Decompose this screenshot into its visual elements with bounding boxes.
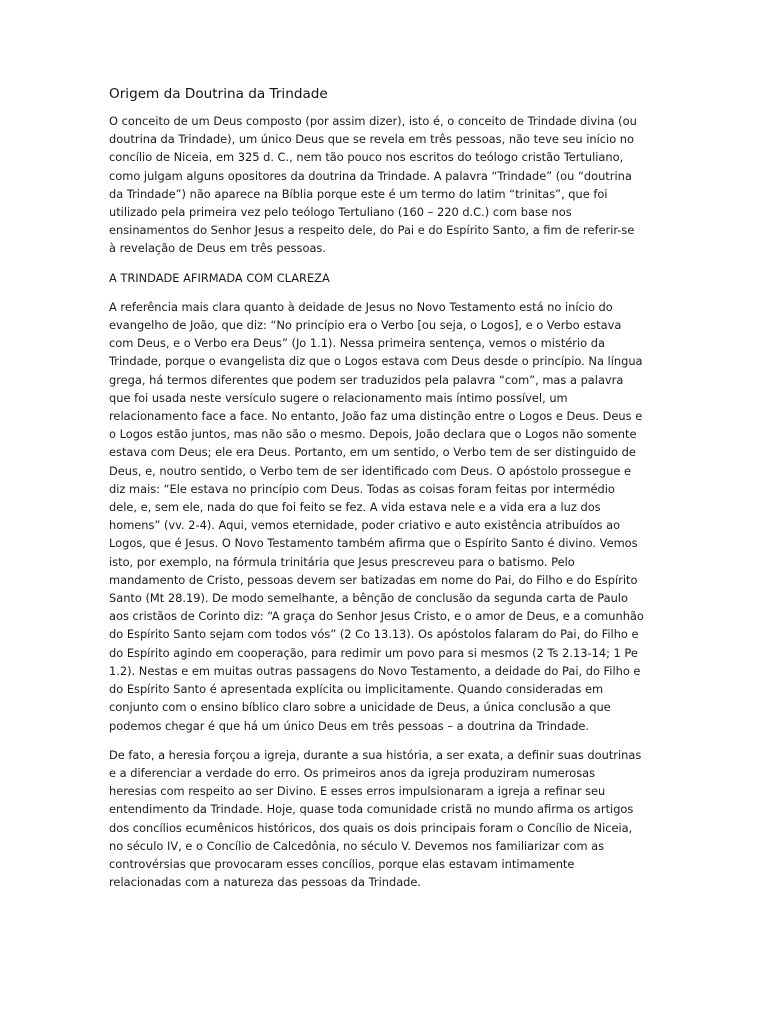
document-title: Origem da Doutrina da Trindade (109, 86, 328, 102)
paragraph-line: à revelação de Deus em três pessoas. (109, 241, 326, 256)
paragraph-line: Logos, que é Jesus. O Novo Testamento também afirma que o Espírito Santo é divino. Vemos (109, 536, 638, 551)
paragraph-line: isto, por exemplo, na fórmula trinitária que Jesus prescreveu para o batismo. Pelo (109, 554, 575, 569)
paragraph-line: do Espírito Santo sejam com todos vós” (2 Co 13.13). Os apóstolos falaram do Pai, do Filho e (109, 627, 639, 642)
paragraph-line: Santo (Mt 28.19). De modo semelhante, a bênção de conclusão da segunda carta de Paulo (109, 591, 628, 606)
paragraph-line: concílio de Niceia, em 325 d. C., nem tão pouco nos escritos do teólogo cristão Tertuliano, (109, 150, 624, 165)
paragraph-line: como julgam alguns opositores da doutrina da Trindade. A palavra “Trindade” (ou “doutrina (109, 168, 632, 183)
paragraph-line: O conceito de um Deus composto (por assim dizer), isto é, o conceito de Trindade divina (ou (109, 114, 637, 128)
section-heading: A TRINDADE AFIRMADA COM CLAREZA (109, 270, 330, 285)
paragraph-line: ensinamentos do Senhor Jesus a respeito dele, do Pai e do Espírito Santo, a fim de referir-se (109, 223, 635, 238)
document-page (109, 84, 660, 902)
intro-paragraph (109, 112, 660, 258)
paragraph-line: relacionamento face a face. No entanto, João faz uma distinção entre o Logos e Deus. Deus e (109, 409, 643, 424)
paragraph-line: dele, e, sem ele, nada do que foi feito se fez. A vida estava nele e a vida era a luz dos (109, 500, 601, 515)
paragraph-line: Trindade, porque o evangelista diz que o Logos estava com Deus desde o princípio. Na língua (109, 354, 643, 369)
paragraph-line: com Deus, e o Verbo era Deus” (Jo 1.1). Nessa primeira sentença, vemos o mistério da (109, 336, 605, 351)
paragraph-line: diz mais: “Ele estava no princípio com Deus. Todas as coisas foram feitas por intermédio (109, 481, 615, 496)
paragraph-line: do Espírito agindo em cooperação, para redimir um povo para si mesmos (2 Ts 2.13-14; 1 Pe (109, 645, 638, 660)
paragraph-line: aos cristãos de Corinto diz: “A graça do Senhor Jesus Cristo, e o amor de Deus, e a comunhão (109, 609, 644, 624)
paragraph-line: estava com Deus; ele era Deus. Portanto, em um sentido, o Verbo tem de ser distinguido de (109, 445, 636, 460)
paragraph-line: dos concílios ecumênicos históricos, dos quais os dois principais foram o Concílio de Niceia, (109, 820, 633, 835)
body-paragraph (109, 298, 660, 735)
paragraph-line: A referência mais clara quanto à deidade de Jesus no Novo Testamento está no início do (109, 299, 613, 314)
paragraph-line: 1.2). Nestas e em muitas outras passagens do Novo Testamento, a deidade do Pai, do Filho e (109, 663, 641, 678)
paragraph-line: heresias com respeito ao ser Divino. E esses erros impulsionaram a igreja a refinar seu (109, 784, 606, 799)
closing-paragraph (109, 746, 660, 892)
paragraph-line: Deus, e, noutro sentido, o Verbo tem de ser identificado com Deus. O apóstolo prossegue e (109, 463, 631, 478)
paragraph-line: doutrina da Trindade), um único Deus que se revela em três pessoas, não teve seu início no (109, 132, 634, 147)
paragraph-line: o Logos estão juntos, mas não são o mesmo. Depois, João declara que o Logos não somente (109, 427, 637, 442)
paragraph-line: podemos chegar é que há um único Deus em três pessoas – a doutrina da Trindade. (109, 718, 590, 733)
paragraph-line: da Trindade”) não aparece na Bíblia porque este é um termo do latim “trinitas”, que foi (109, 186, 608, 201)
paragraph-line: homens” (vv. 2-4). Aqui, vemos eternidade, poder criativo e auto existência atribuídos ao (109, 518, 621, 533)
paragraph-line: controvérsias que provocaram esses concílios, porque elas estavam intimamente (109, 856, 575, 871)
paragraph-line: entendimento da Trindade. Hoje, quase toda comunidade cristã no mundo afirma os artigos (109, 802, 634, 817)
paragraph-line: evangelho de João, que diz: “No princípio era o Verbo [ou seja, o Logos], e o Verbo estava (109, 318, 622, 333)
paragraph-line: do Espírito Santo é apresentada explícita ou implicitamente. Quando consideradas em (109, 682, 604, 697)
paragraph-line: mandamento de Cristo, pessoas devem ser batizadas em nome do Pai, do Filho e do Espírito (109, 572, 638, 587)
paragraph-line: grega, há termos diferentes que podem ser traduzidos pela palavra “com”, mas a palavra (109, 372, 624, 387)
paragraph-line: e a diferenciar a verdade do erro. Os primeiros anos da igreja produziram numerosas (109, 765, 596, 780)
paragraph-line: conjunto com o ensino bíblico claro sobre a unicidade de Deus, a única conclusão a que (109, 700, 611, 715)
paragraph-line: no século IV, e o Concílio de Calcedônia, no século V. Devemos nos familiarizar com as (109, 838, 605, 853)
paragraph-line: utilizado pela primeira vez pelo teólogo Tertuliano (160 – 220 d.C.) com base nos (109, 205, 572, 220)
paragraph-line: relacionadas com a natureza das pessoas da Trindade. (109, 875, 422, 890)
paragraph-line: De fato, a heresia forçou a igreja, durante a sua história, a ser exata, a definir suas doutrinas (109, 747, 642, 762)
paragraph-line: que foi usada neste versículo sugere o relacionamento mais íntimo possível, um (109, 390, 568, 405)
